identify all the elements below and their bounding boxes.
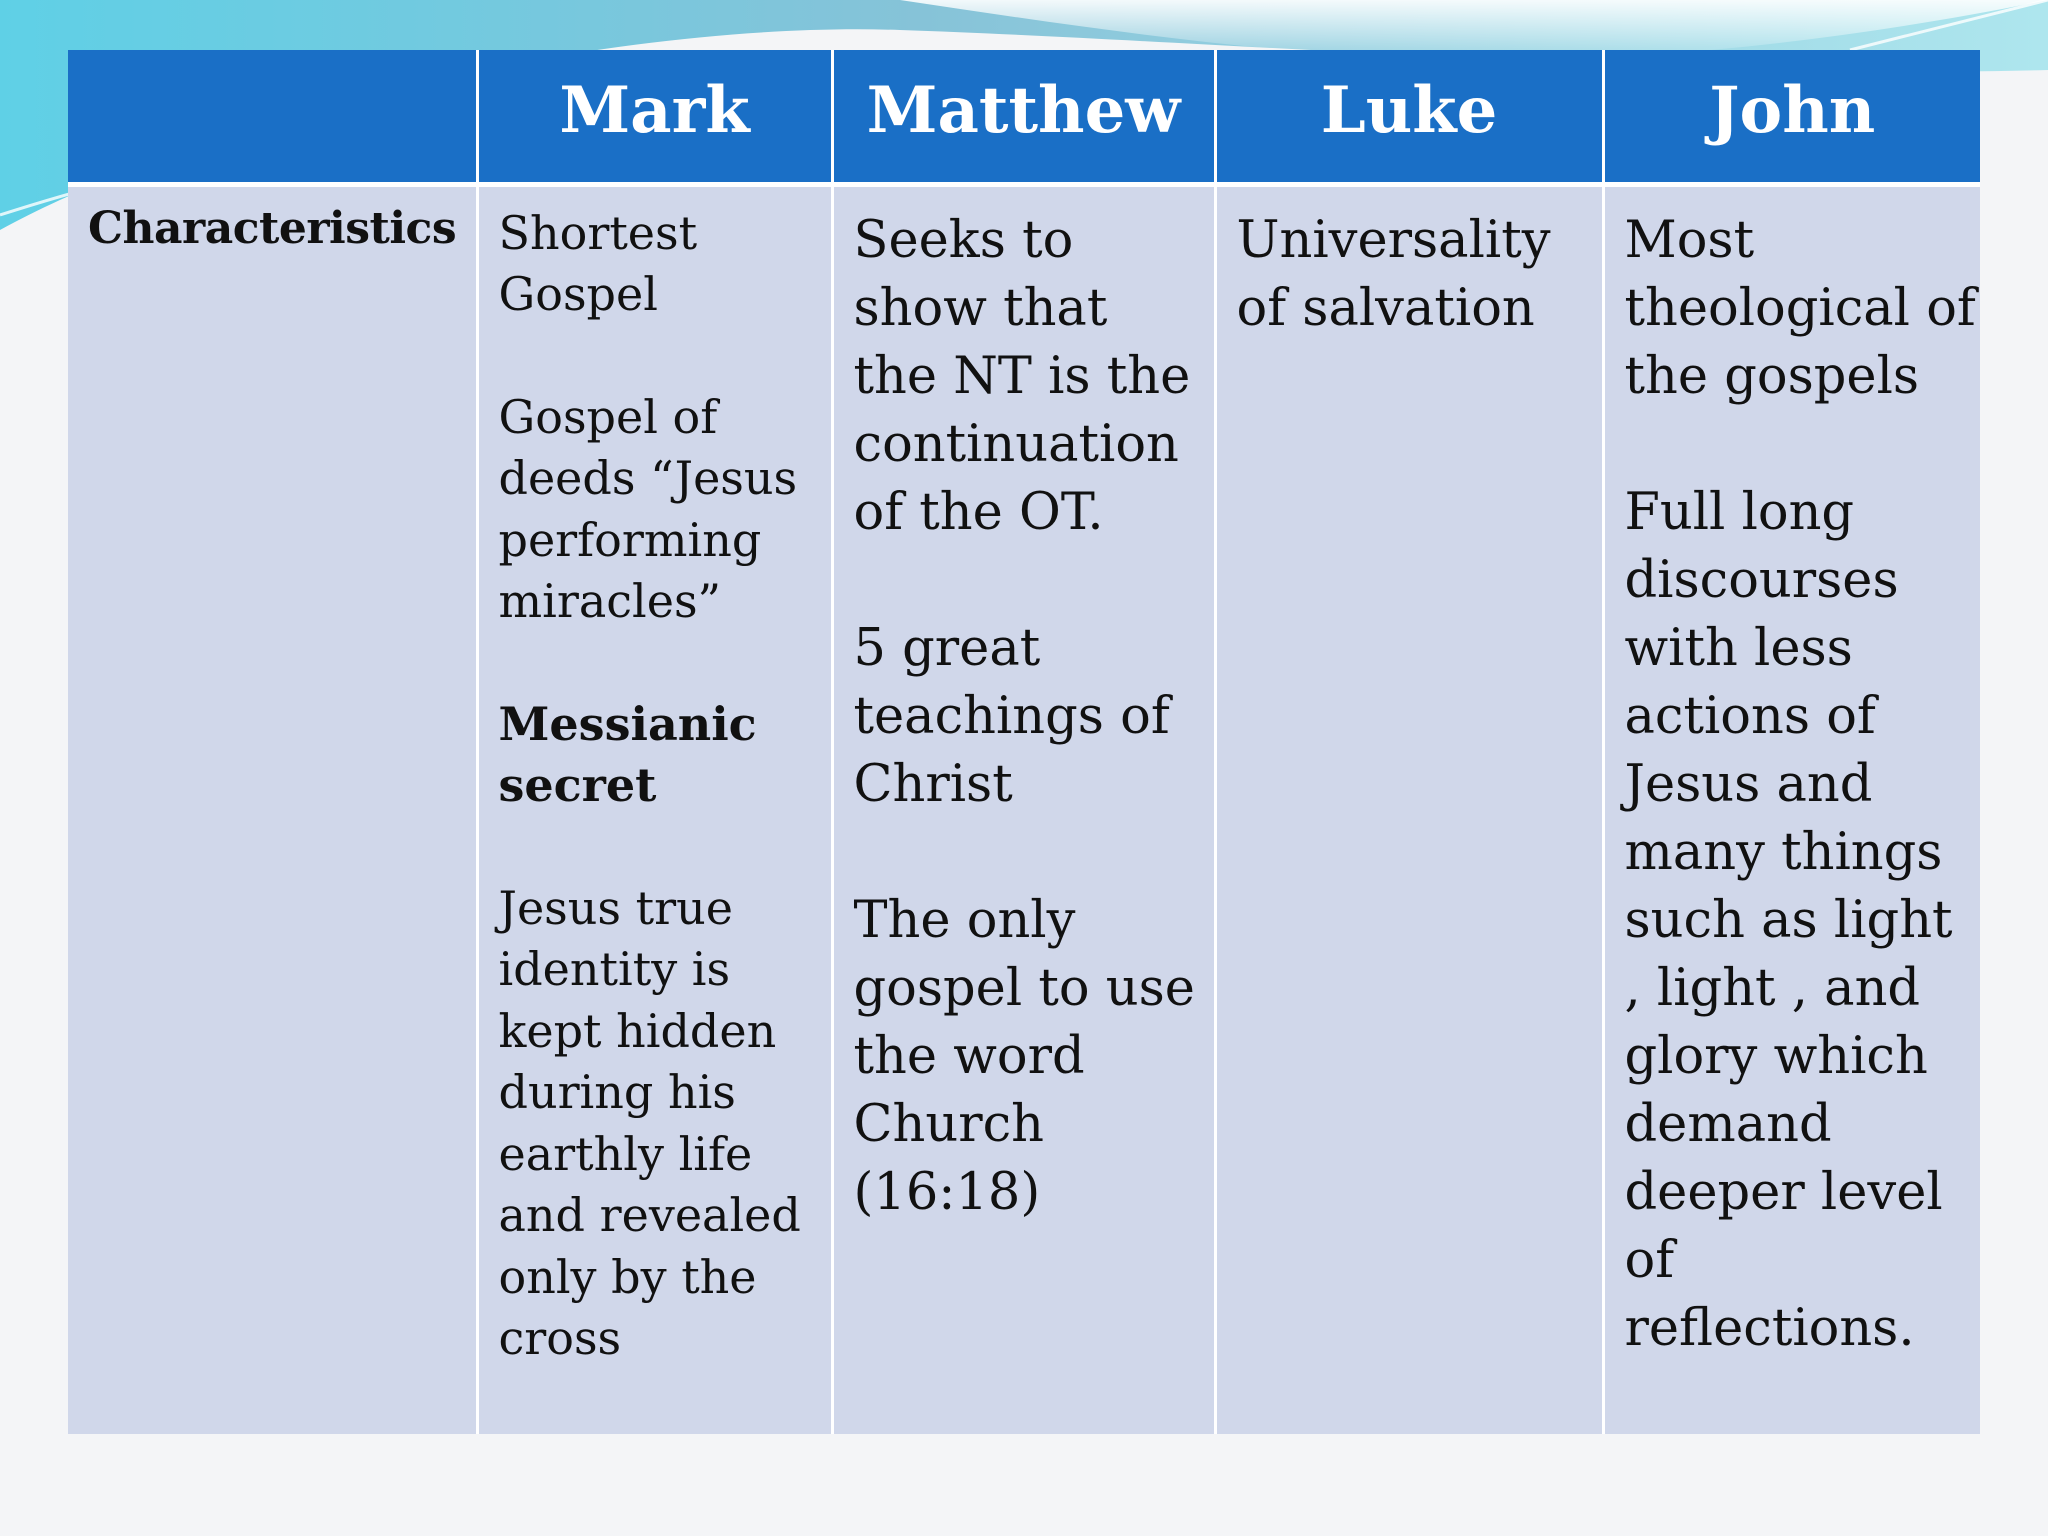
header-cell-mark: Mark [477,50,832,184]
cell-mark [477,184,832,1434]
paragraph-spacer [854,819,1206,887]
cell-john [1603,184,1980,1434]
paragraph-spacer [499,326,821,387]
paragraph-spacer [499,817,821,878]
paragraph-spacer [1625,411,1977,479]
mark-true-identity: Jesus true identity is kept hidden during his earthly life and revealed only by the cross [498,880,801,1365]
luke-universality: Universality of salvation [1236,210,1551,338]
header-cell-empty [68,50,477,184]
header-cell-luke: Luke [1215,50,1603,184]
mark-shortest-gospel: Shortest Gospel [498,205,698,321]
paragraph-spacer [854,547,1206,615]
mark-gospel-of-deeds: Gospel of deeds “Jesus performing miracles” [498,389,798,628]
matthew-church: The only gospel to use the word Church (16:18) [853,890,1195,1222]
matthew-five-teachings: 5 great teachings of Christ [853,618,1170,814]
cell-matthew [832,184,1215,1434]
header-cell-john: John [1603,50,1980,184]
paragraph-spacer [499,633,821,694]
john-most-theological: Most theological of the gospels [1624,210,1976,406]
characteristics-row [68,184,1980,1434]
cell-luke [1215,184,1603,1434]
john-long-discourses: Full long discourses with less actions of Jesus and many things such as light , light , and glory which demand deeper level of reflections. [1624,482,1953,1358]
mark-messianic-secret: Messianic secret [498,696,757,812]
gospels-comparison-table [68,50,1980,1434]
matthew-continuation: Seeks to show that the NT is the continuation of the OT. [853,210,1191,542]
header-cell-matthew: Matthew [832,50,1215,184]
header-row [68,50,1980,184]
row-label-characteristics: Characteristics [68,184,477,1434]
